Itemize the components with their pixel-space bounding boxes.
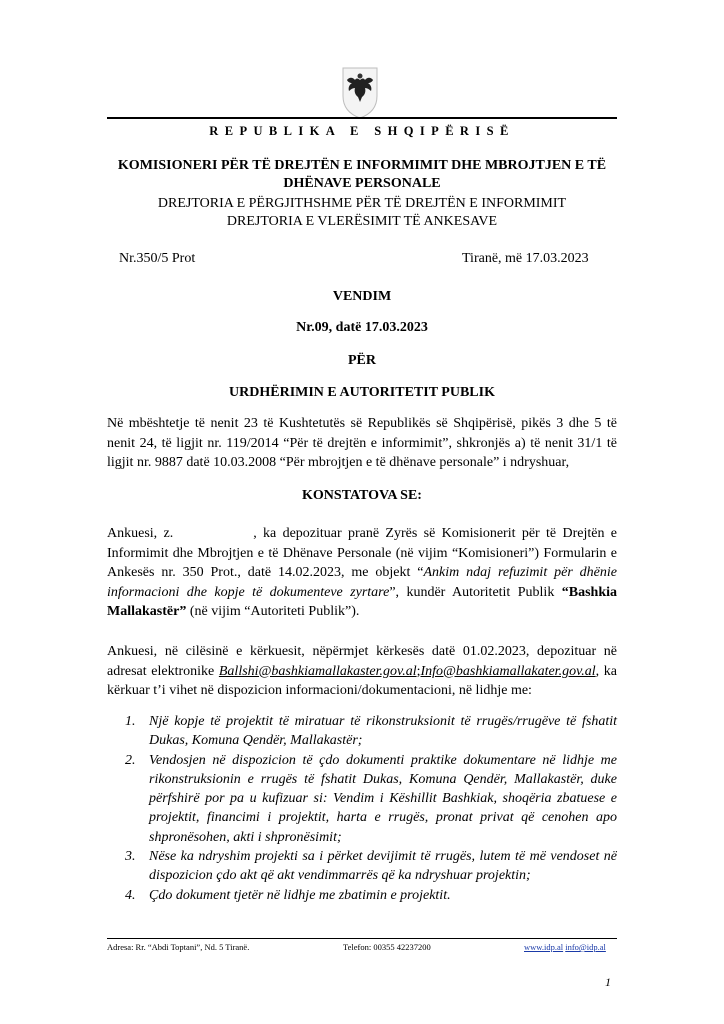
general-directorate: DREJTORIA E PËRGJITHSHME PËR TË DREJTËN E INFORMIMIT <box>157 196 567 211</box>
list-item: 2. Vendosjen në dispozicion të çdo dokumenti praktike dokumentare në lidhje me rikonstruksionin e rrugës të fshatit Dukas, Komuna Qendër, Mallakastër, duke përfshirë por pa u kufizuar si: Vendim i Këshillit Bashkiak, shoqëria zbatuese e projektit, financimi i projektit, harta e rrugës, pronat privat që cenohen apo shpronësohen, akti i shpronësimit; <box>125 752 617 845</box>
decision-number: Nr.09, datë 17.03.2023 <box>296 320 428 335</box>
footer-web-link[interactable]: www.idp.al <box>524 942 564 952</box>
email-link-info[interactable]: Info@bashkiamallakater.gov.al <box>420 663 596 679</box>
evaluation-directorate: DREJTORIA E VLERËSIMIT TË ANKESAVE <box>226 214 498 229</box>
email-link-ballshi[interactable]: Ballshi@bashkiamallakaster.gov.al <box>218 663 417 679</box>
republic-heading: REPUBLIKA E SHQIPËRISË <box>209 124 515 138</box>
decision-heading: VENDIM <box>332 289 392 304</box>
commissioner-title-line1: KOMISIONERI PËR TË DREJTËN E INFORMIMIT DHE MBROJTJEN E TË <box>117 158 607 173</box>
list-item: 1. Një kopje të projektit të miratuar të rikonstruksionit të rrugës/rrugëve të fshatit Dukas, Komuna Qendër, Mallakastër; <box>125 714 617 749</box>
list-item: 4. Çdo dokument tjetër në lidhje me zbatimin e projektit. <box>125 887 451 903</box>
decision-subject: URDHËRIMIN E AUTORITETIT PUBLIK <box>229 385 495 400</box>
protocol-number: Nr.350/5 Prot <box>119 251 196 266</box>
footer-email-link[interactable]: info@idp.al <box>565 942 606 952</box>
footer-address: Adresa: Rr. “Abdi Toptani”, Nd. 5 Tiranë. <box>107 942 250 952</box>
albania-emblem-logo <box>341 66 379 120</box>
decision-per: PËR <box>348 353 376 368</box>
header-divider <box>107 117 617 119</box>
list-item: 3. Nëse ka ndryshim projekti sa i përket devijimit të rrugës, lutem të më vendoset në dispozicion çdo akt që akt vendimmarrës që ka ndryshuar projektin; <box>125 849 617 884</box>
request-list <box>107 712 617 905</box>
konstatova-heading: KONSTATOVA SE: <box>302 488 422 503</box>
complaint-paragraph: Ankuesi, z. , ka depozituar pranë Zyrës së Komisionerit për të Drejtën e Informimit dhe Mbrojtjen e të Dhënave Personale (në vijim “Komisioneri”) Formularin e Ankesës nr. 350 Prot., datë 14.02.2023, me objekt “Ankim ndaj refuzimit për dhënie informacioni dhe kopje të dokumenteve zyrtare”, kundër Autoritetit Publik “Bashkia Mallakastër” (në vijim “Autoriteti Publik”). <box>107 526 617 619</box>
footer-contacts <box>524 942 606 952</box>
page-number: 1 <box>605 975 611 989</box>
request-paragraph: Ankuesi, në cilësinë e kërkuesit, nëpërmjet kërkesës datë 01.02.2023, depozituar në adresat elektronike Ballshi@bashkiamallakaster.gov.al;Info@bashkiamallakater.gov.al, ka kërkuar t’i vihet në dispozicion informacioni/dokumentacioni, në lidhje me: <box>107 644 617 698</box>
preamble-paragraph: Në mbështetje të nenit 23 të Kushtetutës së Republikës së Shqipërisë, pikës 3 dhe 5 të nenit 24, të ligjit nr. 119/2014 “Për të drejtën e informimit”, shkronjës a) të nenit 31/1 të ligjit nr. 9887 datë 10.03.2008 “Për mbrojtjen e të dhënave personale” i ndryshuar, <box>107 416 617 470</box>
commissioner-title-line2: DHËNAVE PERSONALE <box>283 176 441 191</box>
footer-divider <box>107 938 617 939</box>
place-date: Tiranë, më 17.03.2023 <box>462 251 589 266</box>
footer-phone: Telefon: 00355 42237200 <box>343 942 431 952</box>
